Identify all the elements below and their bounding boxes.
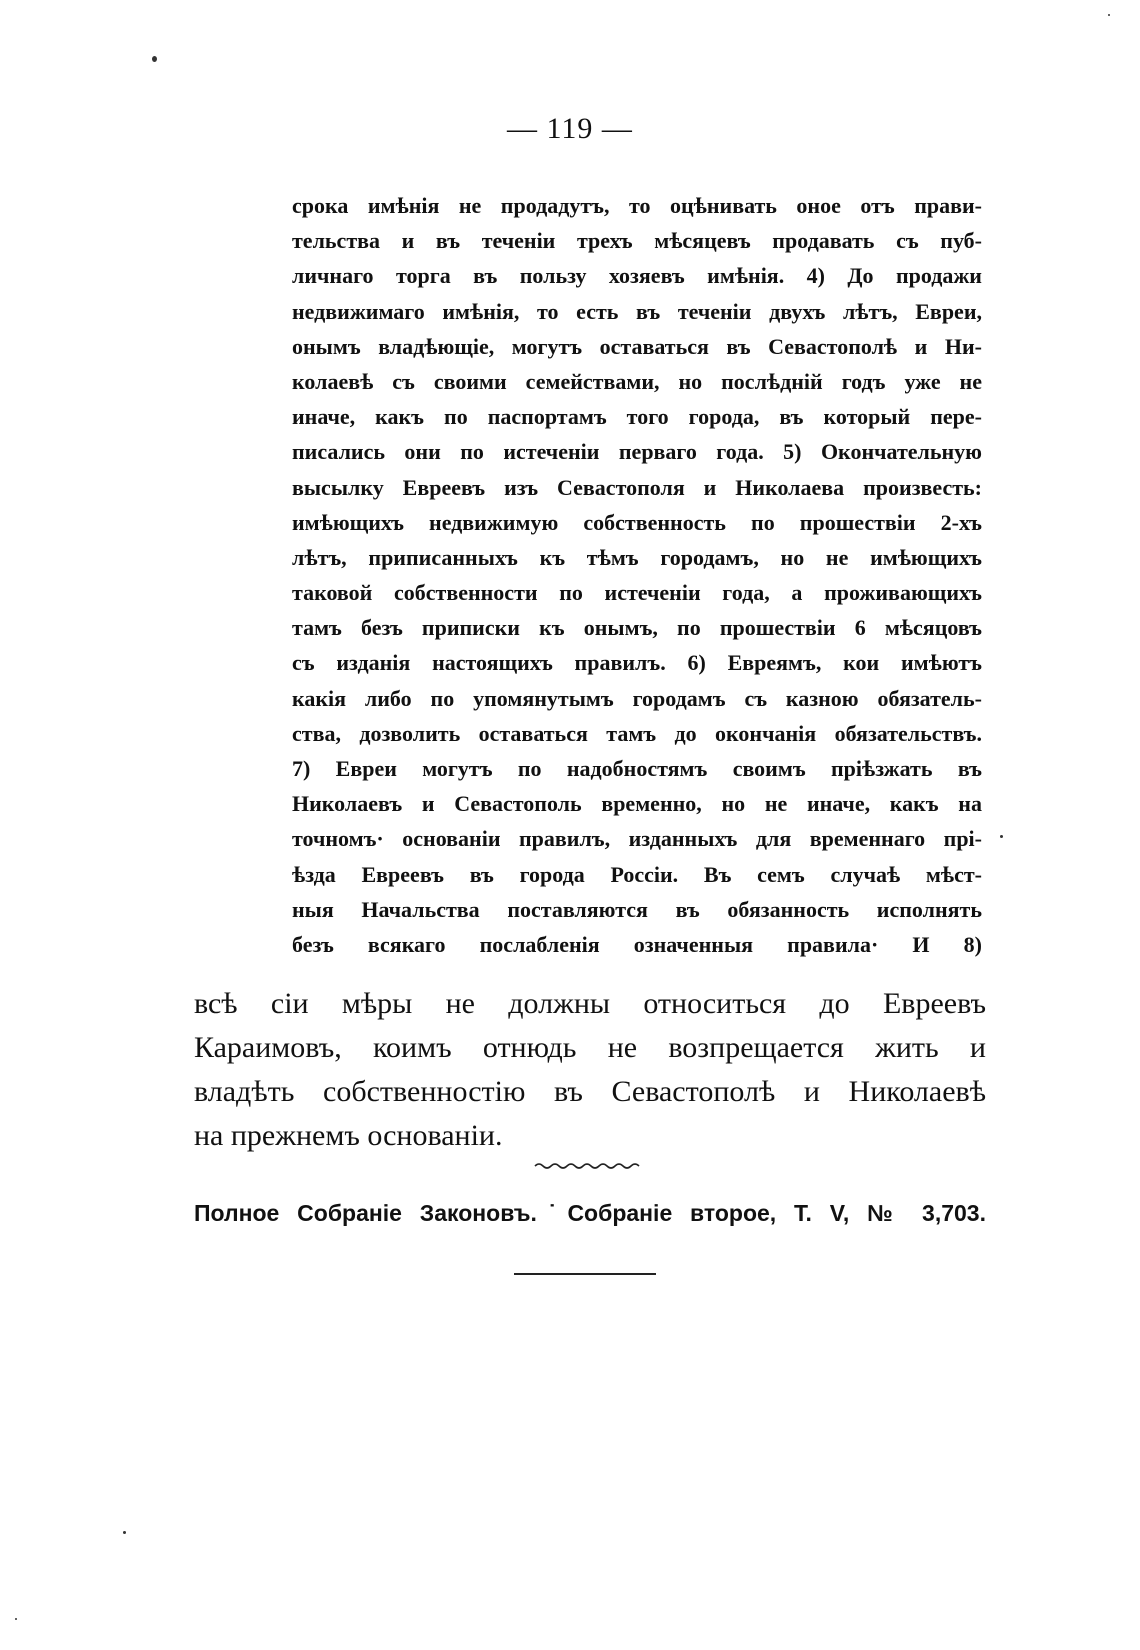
scan-speck [152, 56, 157, 62]
text-line: на прежнемъ основаніи. [194, 1119, 503, 1152]
scan-speck [1108, 14, 1110, 16]
text-line: срока имѣнія не продадутъ, то оцѣнивать оное отъ прави- [292, 193, 982, 218]
body-text-small [292, 188, 982, 962]
text-line: безъ всякаго послабленія означенныя правила· И 8) [292, 931, 982, 957]
text-line: ства, дозволить оставаться тамъ до окончанія обязательствъ. [292, 720, 982, 746]
text-line: всѣ сіи мѣры не должны относиться до Евреевъ [194, 987, 986, 1020]
text-line: какія либо по упомянутымъ городамъ съ казною обязатель- [292, 685, 982, 711]
text-line: недвижимаго имѣнія, то есть въ теченіи двухъ лѣтъ, Евреи, [292, 298, 982, 324]
text-line: тельства и въ теченіи трехъ мѣсяцевъ продавать съ пуб- [292, 228, 982, 254]
scan-speck [123, 1531, 126, 1534]
text-line: владѣть собственностію въ Севастополѣ и Николаевѣ [194, 1075, 986, 1108]
source-citation: Полное Собраніе Законовъ.˙Собраніе второе, Т. V, № 3,703. [194, 1200, 986, 1226]
text-line: личнаго торга въ пользу хозяевъ имѣнія. 4) До продажи [292, 263, 982, 289]
text-line: иначе, какъ по паспортамъ того города, въ который пере- [292, 404, 982, 430]
text-line: колаевѣ съ своими семействами, но послѣдній годъ уже не [292, 368, 982, 394]
horizontal-rule [514, 1273, 656, 1275]
text-line: онымъ владѣющіе, могутъ оставаться въ Севастополѣ и Ни- [292, 333, 982, 359]
scan-speck [15, 1618, 17, 1620]
text-line: Караимовъ, коимъ отнюдь не возпрещается жить и [194, 1031, 986, 1064]
text-line: ныя Начальства поставляются въ обязанность исполнять [292, 896, 982, 922]
page-number: — 119 — [507, 112, 633, 145]
text-line: ѣзда Евреевъ въ города Россіи. Въ семъ случаѣ мѣст- [292, 861, 982, 887]
text-line: 7) Евреи могутъ по надобностямъ своимъ пріѣзжать въ [292, 756, 982, 781]
text-line: имѣющихъ недвижимую собственность по прошествіи 2-хъ [292, 509, 982, 535]
text-line: лѣтъ, приписанныхъ къ тѣмъ городамъ, но не имѣющихъ [292, 544, 982, 570]
text-line: съ изданія настоящихъ правилъ. 6) Евреямъ, кои имѣютъ [292, 650, 982, 676]
scan-speck [1000, 835, 1003, 838]
text-line: Николаевъ и Севастополь временно, но не иначе, какъ на [292, 791, 982, 817]
text-line: таковой собственности по истеченіи года, а проживающихъ [292, 580, 982, 606]
body-text-large [194, 982, 986, 1158]
text-line: высылку Евреевъ изъ Севастополя и Николаева произвесть: [292, 474, 982, 500]
text-line: тамъ безъ приписки къ онымъ, по прошествіи 6 мѣсяцовъ [292, 615, 982, 641]
text-line: точномъ· основаніи правилъ, изданныхъ для временнаго прі- [292, 826, 982, 852]
wavy-divider [533, 1160, 641, 1172]
text-line: писались они по истеченіи перваго года. 5) Окончательную [292, 439, 982, 465]
